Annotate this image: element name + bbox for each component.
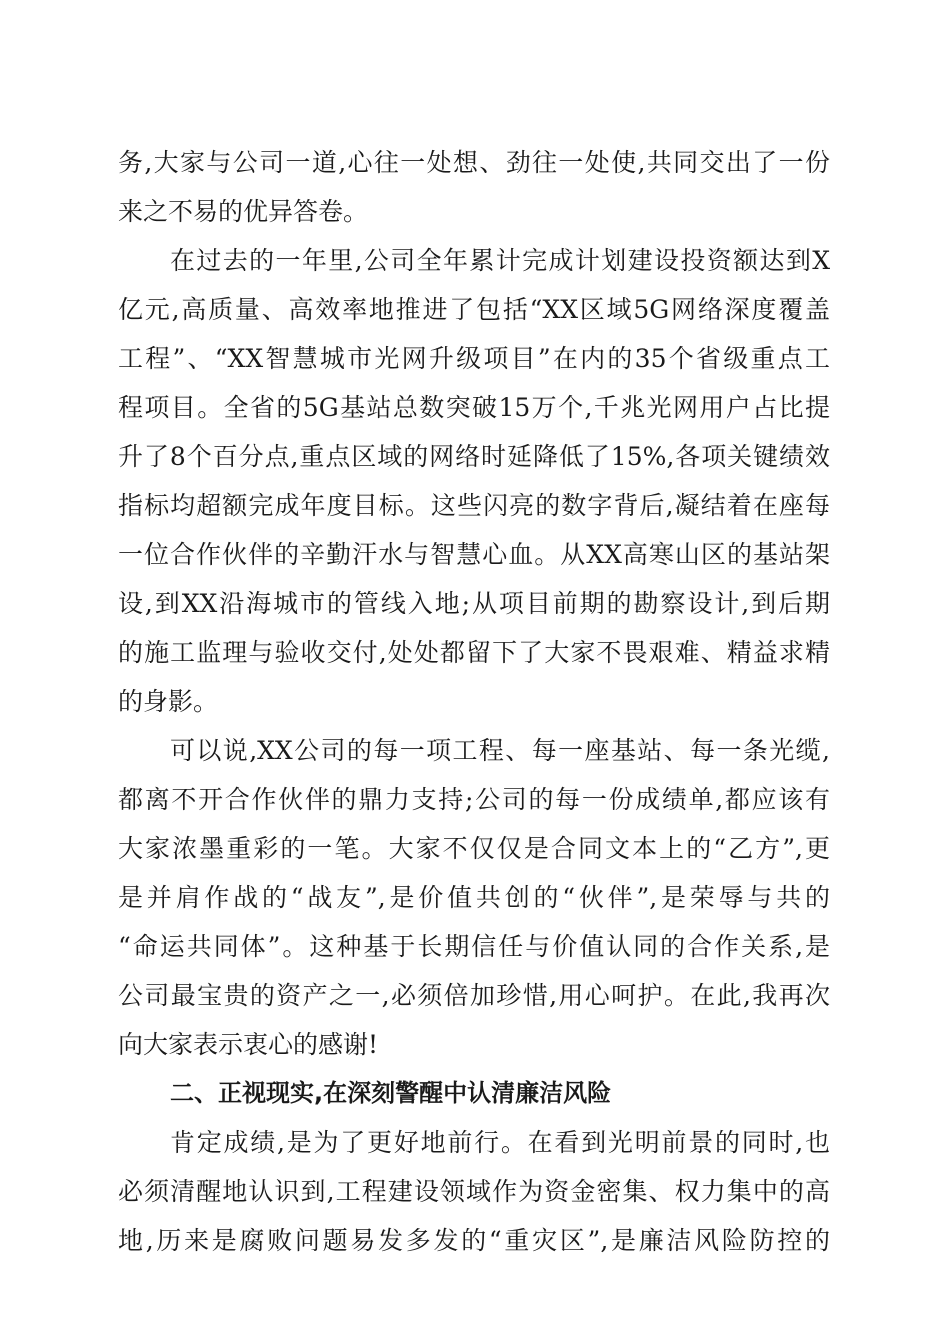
text-line: 肯定成绩,是为了更好地前行。在看到光明前景的同时,也 <box>170 1128 830 1157</box>
paragraph-partnership <box>118 726 830 1069</box>
paragraph-continuation <box>118 138 830 236</box>
text-line: 工程”、“XX智慧城市光网升级项目”在内的35个省级重点工 <box>118 344 830 373</box>
text-line: 在过去的一年里,公司全年累计完成计划建设投资额达到X <box>170 246 830 275</box>
text-line: 一位合作伙伴的辛勤汗水与智慧心血。从XX高寒山区的基站架 <box>118 540 830 569</box>
text-line: 务,大家与公司一道,心往一处想、劲往一处使,共同交出了一份 <box>118 148 830 177</box>
paragraph-risk <box>118 1118 830 1265</box>
text-line: 升了8个百分点,重点区域的网络时延降低了15%,各项关键绩效 <box>118 442 830 471</box>
text-line: 公司最宝贵的资产之一,必须倍加珍惜,用心呵护。在此,我再次 <box>118 981 830 1010</box>
text-line: 地,历来是腐败问题易发多发的“重灾区”,是廉洁风险防控的 <box>118 1226 830 1255</box>
text-line: 大家浓墨重彩的一笔。大家不仅仅是合同文本上的“乙方”,更 <box>118 834 830 863</box>
text-line: “命运共同体”。这种基于长期信任与价值认同的合作关系,是 <box>118 932 830 961</box>
text-line: 程项目。全省的5G基站总数突破15万个,千兆光网用户占比提 <box>118 393 830 422</box>
text-line: 必须清醒地认识到,工程建设领域作为资金密集、权力集中的高 <box>118 1177 830 1206</box>
text-line: 指标均超额完成年度目标。这些闪亮的数字背后,凝结着在座每 <box>118 491 830 520</box>
text-line: 可以说,XX公司的每一项工程、每一座基站、每一条光缆, <box>170 736 830 765</box>
text-line: 向大家表示衷心的感谢! <box>118 1030 379 1059</box>
section-heading-text: 二、正视现实,在深刻警醒中认清廉洁风险 <box>170 1079 612 1107</box>
section-heading <box>118 1069 830 1118</box>
text-line: 的施工监理与验收交付,处处都留下了大家不畏艰难、精益求精 <box>118 638 830 667</box>
text-line: 来之不易的优异答卷。 <box>118 197 369 226</box>
document-body <box>118 138 830 1265</box>
text-line: 都离不开合作伙伴的鼎力支持;公司的每一份成绩单,都应该有 <box>118 785 830 814</box>
text-line: 亿元,高质量、高效率地推进了包括“XX区域5G网络深度覆盖 <box>118 295 830 324</box>
text-line: 设,到XX沿海城市的管线入地;从项目前期的勘察设计,到后期 <box>118 589 830 618</box>
paragraph-achievements <box>118 236 830 726</box>
text-line: 是并肩作战的“战友”,是价值共创的“伙伴”,是荣辱与共的 <box>118 883 830 912</box>
text-line: 的身影。 <box>118 687 219 716</box>
